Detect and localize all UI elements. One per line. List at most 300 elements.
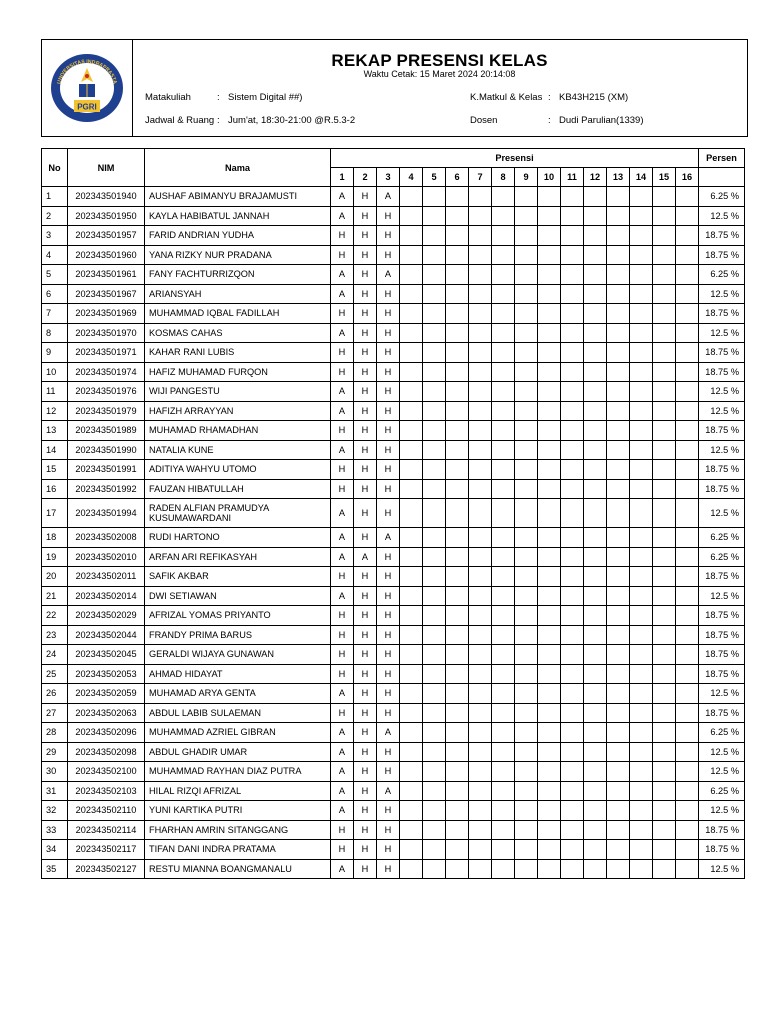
presence-cell xyxy=(653,440,676,460)
presence-cell xyxy=(515,840,538,860)
presence-cell xyxy=(400,625,423,645)
presence-cell xyxy=(469,226,492,246)
presence-cell xyxy=(400,226,423,246)
presence-cell xyxy=(561,304,584,324)
presence-cell xyxy=(607,187,630,207)
presence-cell xyxy=(653,606,676,626)
presence-cell xyxy=(584,226,607,246)
presence-cell: H xyxy=(377,226,400,246)
presence-cell xyxy=(538,762,561,782)
presence-cell xyxy=(469,567,492,587)
presence-cell: H xyxy=(377,343,400,363)
presence-cell xyxy=(676,460,699,480)
session-number: 12 xyxy=(584,168,607,187)
col-no-header: No xyxy=(42,149,68,187)
presence-cell: H xyxy=(331,625,354,645)
presence-cell xyxy=(492,781,515,801)
attendance-percent: 18.75 % xyxy=(699,664,745,684)
session-number: 1 xyxy=(331,168,354,187)
table-row xyxy=(42,284,745,304)
row-number: 32 xyxy=(42,801,68,821)
presence-cell xyxy=(676,245,699,265)
presence-cell xyxy=(561,499,584,528)
presence-cell xyxy=(400,382,423,402)
presence-cell xyxy=(492,362,515,382)
row-number: 21 xyxy=(42,586,68,606)
presence-cell xyxy=(630,421,653,441)
presence-cell xyxy=(492,586,515,606)
presence-cell xyxy=(630,762,653,782)
presence-cell xyxy=(492,723,515,743)
presence-cell xyxy=(561,723,584,743)
student-name: FHARHAN AMRIN SITANGGANG xyxy=(145,820,331,840)
table-row xyxy=(42,723,745,743)
presence-cell xyxy=(400,265,423,285)
student-nim: 202343502098 xyxy=(68,742,145,762)
table-row xyxy=(42,703,745,723)
student-nim: 202343501967 xyxy=(68,284,145,304)
student-name: DWI SETIAWAN xyxy=(145,586,331,606)
presence-cell: H xyxy=(354,284,377,304)
presence-cell xyxy=(446,226,469,246)
presence-cell xyxy=(446,801,469,821)
presence-cell xyxy=(653,820,676,840)
presence-cell xyxy=(515,528,538,548)
row-number: 34 xyxy=(42,840,68,860)
presence-cell xyxy=(653,723,676,743)
presence-cell xyxy=(630,606,653,626)
presence-cell xyxy=(400,840,423,860)
presence-cell xyxy=(400,664,423,684)
presence-cell xyxy=(607,820,630,840)
presence-cell xyxy=(446,762,469,782)
student-nim: 202343502096 xyxy=(68,723,145,743)
presence-cell xyxy=(515,723,538,743)
presence-cell xyxy=(446,479,469,499)
table-row xyxy=(42,187,745,207)
presence-cell xyxy=(538,460,561,480)
presence-cell xyxy=(630,859,653,879)
attendance-percent: 18.75 % xyxy=(699,645,745,665)
presence-cell xyxy=(676,265,699,285)
presence-cell xyxy=(515,742,538,762)
presence-cell: H xyxy=(377,304,400,324)
attendance-percent: 12.5 % xyxy=(699,499,745,528)
presence-cell xyxy=(676,323,699,343)
student-nim: 202343501991 xyxy=(68,460,145,480)
presence-cell xyxy=(446,440,469,460)
presence-cell xyxy=(515,703,538,723)
table-row xyxy=(42,226,745,246)
student-nim: 202343501992 xyxy=(68,479,145,499)
presence-cell: H xyxy=(331,703,354,723)
presence-cell xyxy=(561,479,584,499)
table-row xyxy=(42,820,745,840)
student-name: MUHAMMAD RAYHAN DIAZ PUTRA xyxy=(145,762,331,782)
attendance-percent: 12.5 % xyxy=(699,762,745,782)
student-name: MUHAMMAD AZRIEL GIBRAN xyxy=(145,723,331,743)
presence-cell xyxy=(492,664,515,684)
presence-cell xyxy=(469,284,492,304)
table-row xyxy=(42,840,745,860)
presence-cell: A xyxy=(331,187,354,207)
presence-cell: H xyxy=(377,440,400,460)
presence-cell: A xyxy=(377,781,400,801)
presence-cell: H xyxy=(354,421,377,441)
presence-cell xyxy=(538,226,561,246)
attendance-percent: 12.5 % xyxy=(699,742,745,762)
presence-cell xyxy=(492,820,515,840)
presence-cell xyxy=(630,187,653,207)
presence-cell xyxy=(584,606,607,626)
presence-cell xyxy=(676,859,699,879)
presence-cell xyxy=(446,781,469,801)
presence-cell xyxy=(561,762,584,782)
presence-cell xyxy=(561,187,584,207)
presence-cell xyxy=(630,742,653,762)
presence-cell xyxy=(630,586,653,606)
presence-cell xyxy=(538,440,561,460)
presence-cell xyxy=(607,859,630,879)
attendance-percent: 12.5 % xyxy=(699,684,745,704)
student-name: YUNI KARTIKA PUTRI xyxy=(145,801,331,821)
student-name: TIFAN DANI INDRA PRATAMA xyxy=(145,840,331,860)
presence-cell xyxy=(538,304,561,324)
student-name: FAUZAN HIBATULLAH xyxy=(145,479,331,499)
table-row xyxy=(42,528,745,548)
presence-cell: A xyxy=(331,781,354,801)
table-row xyxy=(42,742,745,762)
col-nama-header: Nama xyxy=(145,149,331,187)
presence-cell: H xyxy=(354,226,377,246)
table-row xyxy=(42,421,745,441)
student-nim: 202343502127 xyxy=(68,859,145,879)
table-row xyxy=(42,859,745,879)
row-number: 22 xyxy=(42,606,68,626)
student-nim: 202343502029 xyxy=(68,606,145,626)
presence-cell: A xyxy=(331,265,354,285)
presence-cell xyxy=(446,606,469,626)
presence-cell xyxy=(676,567,699,587)
table-row xyxy=(42,801,745,821)
presence-cell xyxy=(538,625,561,645)
attendance-percent: 6.25 % xyxy=(699,265,745,285)
presence-cell xyxy=(538,187,561,207)
presence-cell xyxy=(630,645,653,665)
presence-cell xyxy=(538,840,561,860)
presence-cell xyxy=(538,323,561,343)
presence-cell xyxy=(630,401,653,421)
student-name: WIJI PANGESTU xyxy=(145,382,331,402)
presence-cell xyxy=(561,421,584,441)
presence-cell: H xyxy=(331,479,354,499)
presence-cell: A xyxy=(331,762,354,782)
presence-cell xyxy=(538,382,561,402)
presence-cell xyxy=(653,762,676,782)
presence-cell xyxy=(630,206,653,226)
presence-cell xyxy=(423,265,446,285)
table-row xyxy=(42,343,745,363)
presence-cell xyxy=(469,801,492,821)
presence-cell xyxy=(492,421,515,441)
presence-cell xyxy=(561,323,584,343)
session-number: 9 xyxy=(515,168,538,187)
presence-cell xyxy=(538,664,561,684)
presence-cell xyxy=(607,226,630,246)
session-number: 6 xyxy=(446,168,469,187)
persen-subheader xyxy=(699,168,745,187)
presence-cell: H xyxy=(354,606,377,626)
presence-cell xyxy=(561,245,584,265)
presence-cell xyxy=(469,625,492,645)
student-name: KAHAR RANI LUBIS xyxy=(145,343,331,363)
presence-cell xyxy=(607,801,630,821)
presence-cell xyxy=(469,304,492,324)
session-number: 15 xyxy=(653,168,676,187)
student-name: AHMAD HIDAYAT xyxy=(145,664,331,684)
table-row xyxy=(42,206,745,226)
attendance-percent: 18.75 % xyxy=(699,479,745,499)
row-number: 29 xyxy=(42,742,68,762)
presence-cell xyxy=(400,586,423,606)
presence-cell xyxy=(584,499,607,528)
presence-cell xyxy=(607,440,630,460)
presence-cell: A xyxy=(331,528,354,548)
presence-cell xyxy=(423,625,446,645)
presence-cell xyxy=(607,781,630,801)
presence-cell xyxy=(515,664,538,684)
attendance-percent: 18.75 % xyxy=(699,343,745,363)
student-name: FRANDY PRIMA BARUS xyxy=(145,625,331,645)
presence-cell: H xyxy=(354,820,377,840)
presence-cell xyxy=(469,187,492,207)
attendance-percent: 18.75 % xyxy=(699,567,745,587)
student-nim: 202343501971 xyxy=(68,343,145,363)
student-nim: 202343501970 xyxy=(68,323,145,343)
presence-cell xyxy=(630,801,653,821)
presence-cell: A xyxy=(331,859,354,879)
presence-cell: H xyxy=(331,362,354,382)
presence-cell xyxy=(400,401,423,421)
presence-cell xyxy=(630,362,653,382)
logo-top-text: UNIVERSITAS INDRAPRASTA xyxy=(56,58,118,85)
presence-cell xyxy=(400,742,423,762)
presence-cell xyxy=(676,820,699,840)
student-nim: 202343501961 xyxy=(68,265,145,285)
table-row xyxy=(42,304,745,324)
presence-cell xyxy=(630,625,653,645)
presence-cell xyxy=(607,401,630,421)
presence-cell xyxy=(423,781,446,801)
presence-cell xyxy=(515,206,538,226)
presence-cell xyxy=(630,382,653,402)
presence-cell: H xyxy=(354,401,377,421)
student-nim: 202343501974 xyxy=(68,362,145,382)
presence-cell xyxy=(469,362,492,382)
table-row xyxy=(42,265,745,285)
presence-cell: A xyxy=(331,440,354,460)
attendance-percent: 18.75 % xyxy=(699,226,745,246)
presence-cell xyxy=(515,762,538,782)
student-nim: 202343502117 xyxy=(68,840,145,860)
presence-cell xyxy=(607,567,630,587)
presence-cell: A xyxy=(331,401,354,421)
kmatkul-label: K.Matkul & Kelas xyxy=(470,92,543,103)
presence-cell xyxy=(676,421,699,441)
presence-cell xyxy=(653,528,676,548)
presence-cell xyxy=(469,781,492,801)
presence-cell xyxy=(423,664,446,684)
presence-cell xyxy=(400,567,423,587)
presence-cell xyxy=(515,440,538,460)
attendance-percent: 18.75 % xyxy=(699,304,745,324)
presence-cell: H xyxy=(354,625,377,645)
presence-cell xyxy=(653,781,676,801)
session-number: 5 xyxy=(423,168,446,187)
table-row xyxy=(42,762,745,782)
colon: : xyxy=(548,115,551,126)
presence-cell xyxy=(400,479,423,499)
presence-cell xyxy=(561,343,584,363)
presence-cell xyxy=(561,645,584,665)
presence-cell xyxy=(423,343,446,363)
row-number: 25 xyxy=(42,664,68,684)
presence-cell xyxy=(630,460,653,480)
presence-cell xyxy=(584,528,607,548)
presence-cell: H xyxy=(331,245,354,265)
presence-cell xyxy=(584,421,607,441)
row-number: 31 xyxy=(42,781,68,801)
presence-cell xyxy=(469,382,492,402)
presence-cell xyxy=(653,382,676,402)
row-number: 9 xyxy=(42,343,68,363)
presence-cell xyxy=(538,820,561,840)
presence-cell xyxy=(630,528,653,548)
presence-cell xyxy=(423,460,446,480)
presence-cell xyxy=(538,421,561,441)
presence-cell xyxy=(653,401,676,421)
presence-cell xyxy=(400,547,423,567)
session-number: 2 xyxy=(354,168,377,187)
presence-cell xyxy=(561,820,584,840)
presence-cell xyxy=(492,499,515,528)
attendance-percent: 6.25 % xyxy=(699,187,745,207)
presence-cell xyxy=(492,606,515,626)
presence-cell xyxy=(584,684,607,704)
presence-cell xyxy=(653,742,676,762)
presence-cell xyxy=(400,606,423,626)
presence-cell xyxy=(423,284,446,304)
presence-cell: A xyxy=(377,723,400,743)
presence-cell xyxy=(400,528,423,548)
presence-cell: H xyxy=(331,460,354,480)
presence-cell xyxy=(607,460,630,480)
presence-cell: H xyxy=(331,304,354,324)
attendance-percent: 18.75 % xyxy=(699,606,745,626)
row-number: 33 xyxy=(42,820,68,840)
presence-cell xyxy=(653,265,676,285)
student-nim: 202343502059 xyxy=(68,684,145,704)
presence-cell: H xyxy=(377,762,400,782)
presence-cell: H xyxy=(331,343,354,363)
presence-cell xyxy=(584,206,607,226)
presence-cell xyxy=(584,567,607,587)
presence-cell xyxy=(492,440,515,460)
presence-cell xyxy=(653,323,676,343)
presence-cell xyxy=(446,382,469,402)
presence-cell xyxy=(515,567,538,587)
student-name: MUHAMAD RHAMADHAN xyxy=(145,421,331,441)
row-number: 24 xyxy=(42,645,68,665)
row-number: 20 xyxy=(42,567,68,587)
session-number: 3 xyxy=(377,168,400,187)
table-row xyxy=(42,567,745,587)
presence-cell: H xyxy=(377,284,400,304)
presence-cell xyxy=(653,343,676,363)
presence-cell: H xyxy=(331,645,354,665)
student-nim: 202343501957 xyxy=(68,226,145,246)
presence-cell xyxy=(561,382,584,402)
presence-cell xyxy=(400,187,423,207)
presence-cell xyxy=(653,499,676,528)
presence-cell xyxy=(423,479,446,499)
presence-cell xyxy=(584,664,607,684)
report-header xyxy=(41,39,748,137)
presence-cell xyxy=(492,284,515,304)
presence-cell: H xyxy=(377,479,400,499)
table-row xyxy=(42,460,745,480)
presence-cell xyxy=(630,567,653,587)
row-number: 4 xyxy=(42,245,68,265)
presence-cell: H xyxy=(377,567,400,587)
presence-cell xyxy=(400,323,423,343)
presence-cell xyxy=(676,499,699,528)
presence-cell xyxy=(446,684,469,704)
attendance-percent: 12.5 % xyxy=(699,859,745,879)
presence-cell: H xyxy=(377,586,400,606)
colon: : xyxy=(217,115,220,126)
attendance-percent: 12.5 % xyxy=(699,586,745,606)
presence-cell xyxy=(400,703,423,723)
presence-cell xyxy=(469,762,492,782)
table-row xyxy=(42,547,745,567)
presence-cell: H xyxy=(377,840,400,860)
presence-cell xyxy=(400,362,423,382)
matakuliah-value: Sistem Digital ##) xyxy=(228,92,303,103)
presence-cell xyxy=(492,528,515,548)
attendance-percent: 18.75 % xyxy=(699,421,745,441)
presence-cell xyxy=(400,762,423,782)
presence-cell xyxy=(423,245,446,265)
student-nim: 202343502114 xyxy=(68,820,145,840)
session-number: 11 xyxy=(561,168,584,187)
presence-cell: A xyxy=(331,742,354,762)
presence-cell xyxy=(492,401,515,421)
presence-cell xyxy=(630,684,653,704)
presence-cell xyxy=(538,499,561,528)
presence-cell xyxy=(446,840,469,860)
presence-cell: A xyxy=(331,723,354,743)
presence-cell xyxy=(653,226,676,246)
presence-cell: A xyxy=(331,586,354,606)
presence-cell xyxy=(446,703,469,723)
session-number: 4 xyxy=(400,168,423,187)
presence-cell xyxy=(515,265,538,285)
presence-cell xyxy=(607,304,630,324)
student-name: SAFIK AKBAR xyxy=(145,567,331,587)
presence-cell xyxy=(584,801,607,821)
presence-cell xyxy=(584,762,607,782)
